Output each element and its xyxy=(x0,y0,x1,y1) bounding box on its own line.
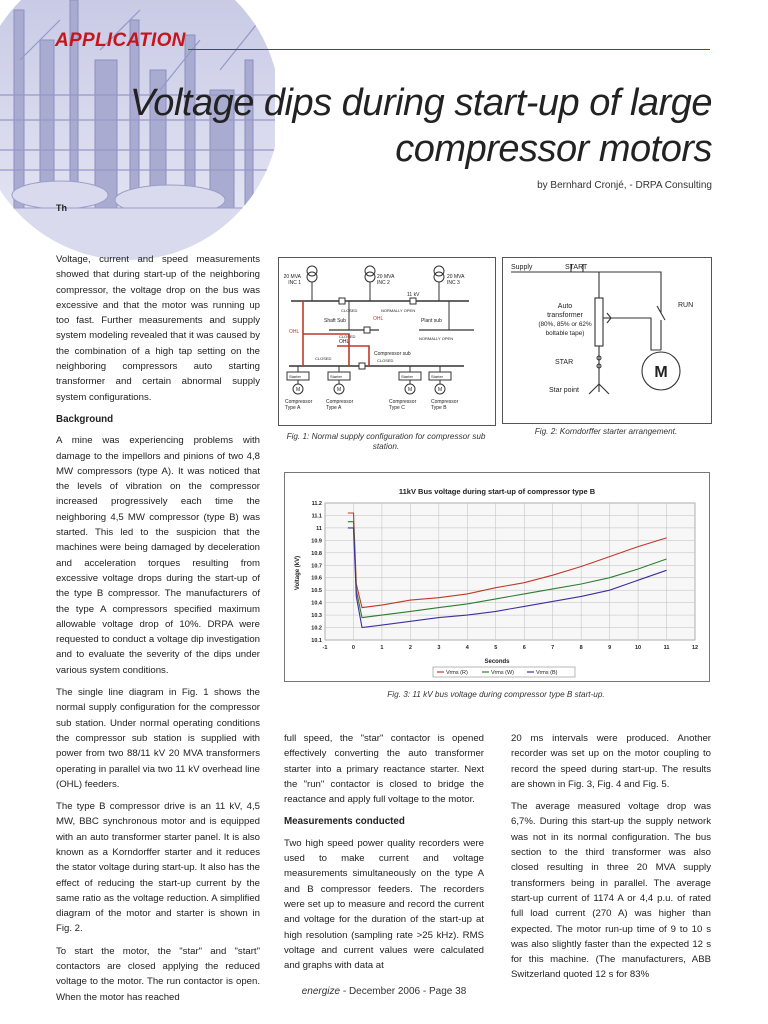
fig1-caption: Fig. 1: Normal supply configuration for compressor sub station. xyxy=(286,432,486,451)
x-tick-label: 6 xyxy=(522,645,526,651)
byline: by Bernhard Cronjé, - DRPA Consulting xyxy=(537,180,712,191)
fig1-label-kv: 11 kV xyxy=(407,292,420,298)
x-tick-label: 4 xyxy=(465,645,469,651)
x-tick-label: 7 xyxy=(551,645,555,651)
fig1-label-starter: Starter xyxy=(431,374,444,379)
y-tick-label: 10.7 xyxy=(311,563,322,570)
fig1-label-normally-open-2: NORMALLY OPEN xyxy=(419,336,454,341)
fig1-label-compressor-sub: Compressor sub xyxy=(374,351,411,357)
y-tick-label: 10.5 xyxy=(311,588,322,595)
column-2 xyxy=(284,731,484,980)
legend-label: Vrms (W) xyxy=(491,670,515,676)
fig3-voltage-chart xyxy=(284,472,710,682)
fig1-label-comp-type: Type B xyxy=(431,405,447,411)
fig1-label-t3b: INC 3 xyxy=(447,280,460,286)
fig2-label-auto-2: transformer xyxy=(547,312,583,319)
y-tick-label: 10.3 xyxy=(311,613,322,620)
fig1-label-starter: Starter xyxy=(289,374,302,379)
paragraph: The single line diagram in Fig. 1 shows the normal supply configuration for the compressor sub station. Under normal operating conditions the compressor sub station is supplied with power from two 88/11 kV 20 MVA transformers operating in parallel via two 11 kV overhead line (OHL) feeders. xyxy=(56,687,260,790)
title-line-1: Voltage dips during start-up of large xyxy=(129,82,712,124)
fig1-label-comp: Compressor xyxy=(326,399,354,405)
paragraph: Two high speed power quality recorders were used to make current and voltage measurements simultaneously on the type A and B compressor feeders. The recorders were set up to measure and record the current and voltage for the duration of the start-up at high resolution (sampling rate >25 kHz). RMS voltage and current values were calculated and graphs with data at xyxy=(284,837,484,972)
y-tick-label: 10.6 xyxy=(311,575,322,582)
fig1-label-closed-2: CLOSED xyxy=(339,334,356,339)
fig1-label-t1: 20 MVA xyxy=(283,274,301,280)
fig1-motor-label: M xyxy=(408,387,413,393)
fig1-label-comp: Compressor xyxy=(431,399,459,405)
fig3-caption: Fig. 3: 11 kV bus voltage during compressor type B start-up. xyxy=(387,690,605,699)
fig1-label-shaft-sub: Shaft Sub xyxy=(324,318,346,324)
fig2-label-supply: Supply xyxy=(511,264,533,271)
section-rule xyxy=(188,49,710,50)
fig1-label-closed: CLOSED xyxy=(341,308,358,313)
fig1-label-ohl-2: OHL xyxy=(373,316,384,322)
fig2-starter-diagram xyxy=(502,257,712,424)
fig2-caption: Fig. 2: Korndorffer starter arrangement. xyxy=(534,427,678,436)
paragraph: To start the motor, the "star" and "start" contactors are closed applying the reduced voltage to the motor. The run contactor is open. When the motor has reached xyxy=(56,945,260,1003)
y-tick-label: 10.9 xyxy=(311,538,322,545)
x-tick-label: 5 xyxy=(494,645,498,651)
chart-y-label: Voltage (kV) xyxy=(295,555,301,591)
fig2-label-star-point: Star point xyxy=(549,387,579,394)
y-tick-label: 10.2 xyxy=(311,625,322,632)
fig2-label-star: STAR xyxy=(555,359,574,366)
title-line-2: compressor motors xyxy=(395,128,712,170)
y-tick-label: 10.1 xyxy=(311,638,322,644)
fig1-label-starter: Starter xyxy=(401,374,414,379)
column-1 xyxy=(56,252,260,1012)
fig1-label-t2b: INC 2 xyxy=(377,280,390,286)
fig1-label-comp-type: Type A xyxy=(326,405,342,411)
fig1-label-t1b: INC 1 xyxy=(288,280,301,286)
x-tick-label: -1 xyxy=(322,645,328,651)
fig2-label-run: RUN xyxy=(678,302,694,309)
footer-magazine: energize xyxy=(301,986,341,997)
fig2-motor-symbol: M xyxy=(654,364,668,381)
fig1-label-closed-4: CLOSED xyxy=(377,358,394,363)
x-tick-label: 12 xyxy=(691,645,699,651)
heading-background: Background xyxy=(56,413,114,425)
x-tick-label: 0 xyxy=(351,645,355,651)
chart-title: 11kV Bus voltage during start-up of compressor type B xyxy=(398,487,596,496)
fig1-label-t2: 20 MVA xyxy=(377,274,395,280)
fig1-motor-label: M xyxy=(438,387,443,393)
fig1-motor-label: M xyxy=(337,387,342,393)
fig1-single-line-diagram xyxy=(278,257,496,426)
page-footer xyxy=(0,986,768,997)
x-tick-label: 10 xyxy=(635,645,642,651)
fig1-label-comp: Compressor xyxy=(285,399,313,405)
fig1-motor-label: M xyxy=(296,387,301,393)
fig2-label-auto-1: Auto xyxy=(557,303,573,310)
section-label: APPLICATION xyxy=(55,30,186,51)
x-tick-label: 11 xyxy=(663,645,670,651)
footer-date-page: - December 2006 - Page 38 xyxy=(340,986,467,997)
fig1-label-plant-sub: Plant sub xyxy=(421,318,442,324)
heading-measurements: Measurements conducted xyxy=(284,816,405,828)
y-tick-label: 11.2 xyxy=(311,501,322,507)
plot-area xyxy=(325,503,695,640)
stub-text: Th xyxy=(56,203,67,213)
x-tick-label: 3 xyxy=(437,645,441,651)
y-tick-label: 11 xyxy=(316,525,322,532)
fig1-label-t3: 20 MVA xyxy=(447,274,465,280)
fig2-label-start: START xyxy=(565,264,588,271)
paragraph: The average measured voltage drop was 6,7%. During this start-up the supply network was not in its normal configuration. The bus section to the third transformer was also closed resulting in three 20 MVA supply transformers being in parallel. The average start-up current of 1174 A or 4,4 p.u. of rated full load current (270 A) was higher than expected. The motor run-up time of 9 to 10 s was also slightly faster than the expected 12 s for this machine. (The manufacturers, ABB Switzerland quoted 12 s for 83% xyxy=(511,801,711,981)
x-tick-label: 2 xyxy=(408,645,412,651)
fig1-label-comp: Compressor xyxy=(389,399,417,405)
fig2-label-auto-3: (80%, 85% or 62% xyxy=(538,321,592,328)
fig1-label-ohl-1: OHL xyxy=(289,329,300,335)
fig1-label-comp-type: Type C xyxy=(389,405,405,411)
fig1-label-comp-type: Type A xyxy=(285,405,301,411)
x-tick-label: 1 xyxy=(380,645,384,651)
paragraph: Voltage, current and speed measurements showed that during start-up of the neighboring compressor, the voltage drop on the bus was excessive and that the motor was running up too fast. Further measurements and supply system modeling revealed that it was caused by the combination of a high tap setting on the neighboring compressors auto starting transformer and certain abnormal supply system configurations. xyxy=(56,254,260,403)
legend-label: Vrms (R) xyxy=(446,670,468,676)
fig1-label-ohl-3: OHL xyxy=(339,339,350,345)
paragraph: full speed, the "star" contactor is opened effectively converting the auto transformer starter into a primary reactance starter. Next the "run" contactor is closed to bridge the reactance and apply full voltage to the motor. xyxy=(284,733,484,806)
fig2-label-auto-4: boltable tape) xyxy=(545,330,585,337)
chart-x-label: Seconds xyxy=(484,659,510,665)
y-tick-label: 10.8 xyxy=(311,550,322,557)
x-tick-label: 9 xyxy=(608,645,612,651)
fig1-label-closed-3: CLOSED xyxy=(315,356,332,361)
y-tick-label: 11.1 xyxy=(311,513,322,520)
legend-label: Vrms (B) xyxy=(536,670,558,676)
paragraph: A mine was experiencing problems with damage to the impellors and pinions of two 4,8 MW compressors (type A). It was noticed that the levels of vibration on the compressor increased progressively each time the neighboring 4,5 MW compressor (type B) was started. This led to the suspicion that the machines were being damaged by deceleration and acceleration torques resulting from excessive voltage drops during the start-up of the type B compressor. The manufacturers of the type A compressors specified maximum allowable voltage drop of 10%. DRPA were requested to conduct a voltage dip investigation and to evaluate the severity of the dips under various system conditions. xyxy=(56,435,260,676)
fig1-label-normally-open: NORMALLY OPEN xyxy=(381,308,416,313)
column-3 xyxy=(511,731,711,990)
x-tick-label: 8 xyxy=(579,645,583,651)
paragraph: The type B compressor drive is an 11 kV, 4,5 MW, BBC synchronous motor and is equipped with an auto transformer starter panel. It is also known as a Korndorffer starter and it reduces the stator voltage during start-up. It also has the effect of reducing the start-up current by the same ratio as the voltage reduction. A simplified diagram of the motor and starter is shown in Fig. 2. xyxy=(56,801,260,935)
article-title xyxy=(92,80,712,172)
y-tick-label: 10.4 xyxy=(311,600,322,607)
fig1-label-starter: Starter xyxy=(330,374,343,379)
paragraph: 20 ms intervals were produced. Another recorder was set up on the motor coupling to record the speed during start-up. The results are shown in Fig. 3, Fig. 4 and Fig. 5. xyxy=(511,733,711,790)
